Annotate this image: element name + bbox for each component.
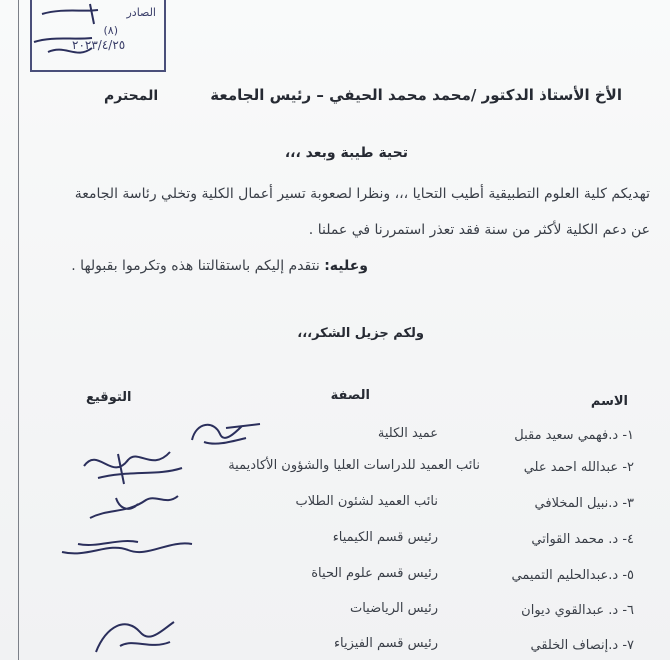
signature-2	[78, 442, 188, 488]
page-margin-line	[18, 0, 19, 660]
row-role: رئيس قسم الفيزياء	[333, 636, 438, 651]
row-role: رئيس قسم الكيمياء	[332, 530, 438, 545]
body-line-2: عن دعم الكلية لأكثر من سنة فقد تعذر استمررنا في عملنا .	[308, 222, 650, 238]
greeting: تحية طيبة وبعد ،،،	[284, 145, 408, 161]
row-name: ١- د.فهمي سعيد مقبل	[514, 428, 634, 443]
header-role: الصفة	[330, 388, 370, 403]
stamp-date: ٢٠٢٣/٤/٢٥	[72, 38, 126, 52]
body-line-3-lead: وعليه:	[324, 258, 368, 274]
addressee-line: الأخ الأستاذ الدكتور /محمد محمد الحيفي – رئيس الجامعة	[210, 86, 622, 104]
row-name: ٥- د.عبدالحليم التميمي	[511, 568, 634, 583]
stamp-number: (٨)	[103, 24, 118, 37]
signature-4	[58, 530, 198, 564]
row-name: ٢- عبدالله احمد علي	[523, 460, 634, 475]
row-name: ٣- د.نبيل المخلافي	[534, 496, 634, 511]
signature-1	[186, 412, 266, 452]
row-role: رئيس الرياضيات	[349, 601, 438, 616]
body-line-3	[71, 258, 368, 274]
header-name: الاسم	[590, 394, 628, 409]
honorific: المحترم	[104, 88, 159, 104]
closing-line: ولكم جزيل الشكر،،،	[297, 326, 424, 341]
row-name: ٦- د. عبدالقوي ديوان	[521, 603, 634, 618]
body-line-1: تهديكم كلية العلوم التطبيقية أطيب التحايا ،،، ونظرا لصعوبة تسير أعمال الكلية وتخلي رئاسة الجامعة	[74, 186, 650, 202]
header-signature: التوقيع	[86, 390, 132, 405]
signature-5	[90, 612, 180, 660]
stamp-handwriting	[32, 0, 164, 70]
body-line-3-rest: نتقدم إليكم باستقالتنا هذه وتكرموا بقبولها .	[71, 258, 325, 274]
signature-3	[86, 488, 182, 526]
stamp-label: الصادر	[126, 6, 156, 19]
row-role: نائب العميد لشئون الطلاب	[295, 494, 438, 509]
row-role: عميد الكلية	[377, 426, 438, 441]
incoming-stamp	[30, 0, 166, 72]
row-role: نائب العميد للدراسات العليا والشؤون الأكاديمية	[228, 458, 480, 473]
row-name: ٤- د. محمد القواتي	[531, 532, 634, 547]
row-name: ٧- د.إنصاف الخلقي	[530, 638, 634, 653]
row-role: رئيس قسم علوم الحياة	[311, 566, 438, 581]
